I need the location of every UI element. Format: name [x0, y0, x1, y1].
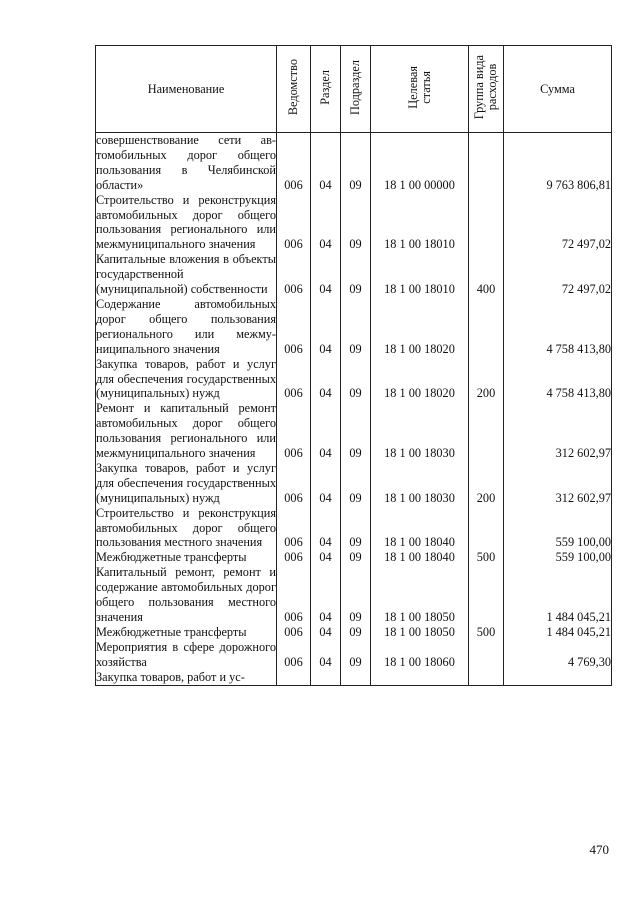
row-group: [469, 401, 504, 461]
row-sum: 312 602,97: [504, 401, 612, 461]
header-section: [311, 46, 341, 133]
row-group: 500: [469, 550, 504, 565]
row-target: 18 1 00 18010: [371, 252, 469, 297]
table-row: [96, 625, 612, 640]
table-row: [96, 461, 612, 506]
row-dept: 006: [277, 401, 311, 461]
row-group: 500: [469, 625, 504, 640]
row-dept: 006: [277, 640, 311, 670]
budget-table: [95, 45, 612, 686]
row-sum: 72 497,02: [504, 193, 612, 253]
header-expense-group-label: Группа вида расходов: [472, 54, 499, 120]
header-name-label: Наименование: [147, 81, 225, 96]
row-subsection: 09: [341, 193, 371, 253]
header-target-label: Целевая статья: [405, 65, 433, 109]
row-target: 18 1 00 00000: [371, 133, 469, 193]
row-subsection: 09: [341, 133, 371, 193]
table-row: [96, 640, 612, 670]
row-group: 200: [469, 461, 504, 506]
row-section: 04: [311, 133, 341, 193]
header-expense-group: [469, 46, 504, 133]
row-dept: [277, 670, 311, 685]
table-row: [96, 193, 612, 253]
row-target: 18 1 00 18060: [371, 640, 469, 670]
row-section: 04: [311, 297, 341, 357]
row-section: 04: [311, 550, 341, 565]
row-subsection: 09: [341, 461, 371, 506]
row-sum: 4 769,30: [504, 640, 612, 670]
row-dept: 006: [277, 506, 311, 551]
row-group: [469, 193, 504, 253]
budget-table-container: [95, 45, 611, 686]
table-row: [96, 670, 612, 685]
row-target: [371, 670, 469, 685]
row-sum: 1 484 045,21: [504, 565, 612, 625]
table-header-row: [96, 46, 612, 133]
row-subsection: 09: [341, 625, 371, 640]
row-target: 18 1 00 18020: [371, 357, 469, 402]
row-name: Капитальные вложения в объекты государственной (муниципальной) собственности: [96, 252, 276, 297]
row-target: 18 1 00 18050: [371, 625, 469, 640]
table-row: [96, 133, 612, 193]
row-subsection: 09: [341, 640, 371, 670]
row-dept: 006: [277, 461, 311, 506]
row-target: 18 1 00 18040: [371, 550, 469, 565]
row-section: 04: [311, 193, 341, 253]
row-section: 04: [311, 640, 341, 670]
row-subsection: 09: [341, 506, 371, 551]
row-subsection: 09: [341, 565, 371, 625]
header-sum-label: Сумма: [540, 81, 575, 96]
row-sum: 1 484 045,21: [504, 625, 612, 640]
row-dept: 006: [277, 193, 311, 253]
row-group: [469, 297, 504, 357]
row-dept: 006: [277, 550, 311, 565]
table-row: [96, 401, 612, 461]
row-subsection: [341, 670, 371, 685]
row-name: Межбюджетные трансферты: [96, 550, 277, 565]
row-name: Мероприятия в сфере дорожного хозяйства: [96, 639, 276, 669]
row-name: совершенствование сети автомобильных дорог общего пользования в Челябинской области»: [96, 133, 276, 192]
row-group: [469, 133, 504, 193]
row-section: 04: [311, 625, 341, 640]
row-section: 04: [311, 401, 341, 461]
table-row: [96, 252, 612, 297]
header-subsection-label: Подраздел: [348, 59, 363, 115]
header-sum: [504, 46, 612, 133]
header-dept: [277, 46, 311, 133]
row-sum: 4 758 413,80: [504, 357, 612, 402]
row-name: Закупка товаров, работ и услуг для обеспечения государственных (муниципальных) нужд: [96, 356, 276, 401]
page-number: 470: [589, 842, 609, 857]
row-name: Закупка товаров, работ и услуг для обеспечения государственных (муниципальных) нужд: [96, 460, 276, 505]
header-name: [96, 46, 277, 133]
table-row: [96, 297, 612, 357]
row-name: Строительство и реконструкция автомобильных дорог общего пользования местного значения: [96, 505, 276, 550]
table-row: [96, 565, 612, 625]
row-sum: 559 100,00: [504, 506, 612, 551]
row-subsection: 09: [341, 252, 371, 297]
row-name: Межбюджетные трансферты: [96, 625, 277, 640]
row-target: 18 1 00 18020: [371, 297, 469, 357]
row-target: 18 1 00 18030: [371, 401, 469, 461]
row-target: 18 1 00 18040: [371, 506, 469, 551]
row-section: 04: [311, 565, 341, 625]
row-subsection: 09: [341, 297, 371, 357]
row-subsection: 09: [341, 401, 371, 461]
row-dept: 006: [277, 625, 311, 640]
row-sum: [504, 670, 612, 685]
table-row: [96, 550, 612, 565]
header-subsection: [341, 46, 371, 133]
row-group: [469, 565, 504, 625]
row-dept: 006: [277, 252, 311, 297]
row-group: [469, 506, 504, 551]
row-section: 04: [311, 461, 341, 506]
row-target: 18 1 00 18050: [371, 565, 469, 625]
row-dept: 006: [277, 565, 311, 625]
row-target: 18 1 00 18010: [371, 193, 469, 253]
row-sum: 72 497,02: [504, 252, 612, 297]
row-sum: 559 100,00: [504, 550, 612, 565]
row-name: Ремонт и капитальный ремонт автомобильных дорог общего пользования регионального или межмуниципального значения: [96, 401, 276, 461]
row-dept: 006: [277, 297, 311, 357]
header-target: [371, 46, 469, 133]
row-sum: 9 763 806,81: [504, 133, 612, 193]
row-target: 18 1 00 18030: [371, 461, 469, 506]
row-section: [311, 670, 341, 685]
row-dept: 006: [277, 357, 311, 402]
header-dept-label: Ведомство: [286, 58, 301, 116]
row-section: 04: [311, 357, 341, 402]
row-dept: 006: [277, 133, 311, 193]
row-section: 04: [311, 506, 341, 551]
row-group: 400: [469, 252, 504, 297]
row-section: 04: [311, 252, 341, 297]
row-sum: 312 602,97: [504, 461, 612, 506]
row-name: Строительство и реконструкция автомобильных дорог общего пользования регионального или межмуниципального значения: [96, 192, 276, 252]
table-row: [96, 357, 612, 402]
row-group: [469, 670, 504, 685]
row-name: Содержание автомобильных дорог общего пользования регионального или межмуниципального значения: [96, 296, 276, 356]
header-section-label: Раздел: [318, 69, 333, 105]
table-row: [96, 506, 612, 551]
row-sum: 4 758 413,80: [504, 297, 612, 357]
row-group: 200: [469, 357, 504, 402]
table-body: [96, 133, 612, 686]
row-name: Капитальный ремонт, ремонт и содержание автомобильных дорог общего пользования местного значения: [96, 565, 276, 624]
row-name: Закупка товаров, работ и ус-: [96, 670, 277, 685]
row-group: [469, 640, 504, 670]
row-subsection: 09: [341, 357, 371, 402]
row-subsection: 09: [341, 550, 371, 565]
